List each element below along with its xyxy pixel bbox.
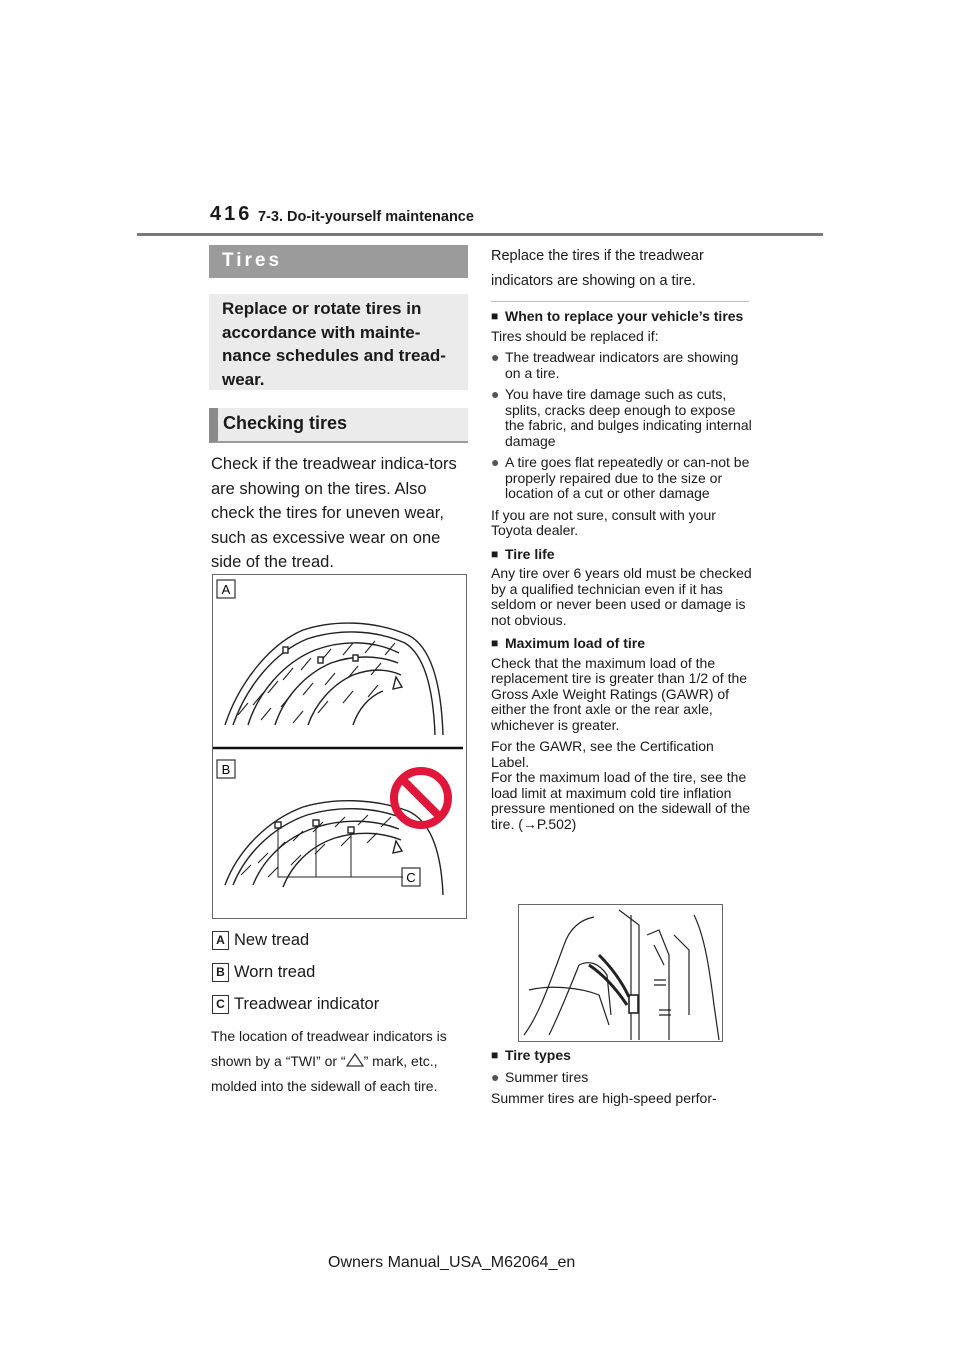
intro-box — [209, 294, 468, 390]
page-number: 416 — [210, 203, 253, 225]
label-b: B — [221, 762, 231, 777]
label-a: A — [221, 582, 231, 597]
when-to-replace-block — [491, 309, 753, 832]
when-bullet-3: ● A tire goes flat repeatedly or can-not be properly repaired due to the size or location of a cut or other damage — [491, 454, 750, 501]
when-to-replace-heading: ■ When to replace your vehicle’s tires — [491, 308, 744, 324]
tire-types-heading: ■ Tire types — [491, 1047, 571, 1063]
prohibited-icon — [394, 771, 448, 825]
tire-life-heading: ■ Tire life — [491, 545, 555, 562]
tires-title: Tires — [222, 250, 283, 271]
page-ref-link[interactable]: P.502) — [536, 815, 577, 832]
header-rule — [137, 233, 823, 236]
legend-c-text: Treadwear indicator — [234, 995, 380, 1014]
tread-illustration — [213, 575, 468, 920]
certification-label-figure — [518, 904, 723, 1042]
tire-types-block — [491, 1048, 753, 1107]
max-load-body-2b: For the maximum load of the tire, see the load limit at maximum cold tire inflation pressure mentioned on the sidewall of the tire. (→P.502) — [491, 769, 751, 832]
max-load-body-1: Check that the maximum load of the replacement tire is greater than 1/2 of the Gross Axle Weight Ratings (GAWR) of either the front axle or the rear axle, whichever is greater. — [491, 654, 748, 733]
twi-note — [211, 1024, 473, 1099]
legend-a — [212, 931, 309, 950]
checking-body: Check if the treadwear indica-tors are showing on the tires. Also check the tires for uneven wear, such as excessive wear on one side of the tread. — [211, 455, 457, 571]
legend-c-tag: C — [212, 995, 229, 1014]
legend-b-tag: B — [212, 963, 229, 982]
legend-b — [212, 963, 315, 982]
right-divider — [491, 301, 749, 302]
legend-c — [212, 995, 379, 1014]
intro-text: Replace or rotate tires in accordance with mainte-nance schedules and tread-wear. — [222, 299, 446, 389]
footer-doc-id: Owners Manual_USA_M62064_en — [328, 1254, 576, 1271]
section-title: 7-3. Do-it-yourself maintenance — [258, 209, 474, 225]
new-tread-drawing — [225, 623, 443, 735]
twi-note-part2: ” mark, etc., molded into the sidewall of each tire. — [211, 1053, 438, 1094]
ref-arrow-icon: → — [522, 815, 537, 832]
checking-tires-heading — [209, 408, 468, 443]
triangle-mark-icon — [346, 1053, 364, 1067]
summer-tires-body: Summer tires are high-speed perfor- — [491, 1090, 717, 1106]
when-to-replace-lead: Tires should be replaced if: — [491, 327, 659, 344]
legend-a-tag: A — [212, 931, 229, 950]
tread-figure — [212, 574, 467, 919]
when-bullet-1: ● The treadwear indicators are showing on a tire. — [491, 349, 739, 381]
tire-life-body: Any tire over 6 years old must be checked by a qualified technician even if it has seldom or never been used or damage is not obvious. — [491, 565, 752, 628]
legend-a-text: New tread — [234, 931, 310, 950]
door-pillar-illustration — [519, 905, 724, 1043]
tires-title-bar — [209, 245, 468, 278]
max-load-heading: ■ Maximum load of tire — [491, 635, 646, 651]
twi-note-part1: The location of treadwear indicators is shown by a “TWI” or “ — [211, 1028, 447, 1069]
checking-tires-title: Checking tires — [223, 413, 348, 433]
right-intro: Replace the tires if the treadwear indicators are showing on a tire. — [491, 248, 704, 289]
summer-tires-bullet: ● Summer tires — [491, 1068, 589, 1085]
max-load-body-2a: For the GAWR, see the Certification Label. — [491, 738, 714, 770]
legend-b-text: Worn tread — [234, 963, 316, 982]
label-c: C — [406, 870, 416, 885]
when-tail: If you are not sure, consult with your Toyota dealer. — [491, 506, 716, 538]
when-bullet-2: ● You have tire damage such as cuts, splits, cracks deep enough to expose the fabric, and bulges indicating internal damage — [491, 386, 752, 449]
